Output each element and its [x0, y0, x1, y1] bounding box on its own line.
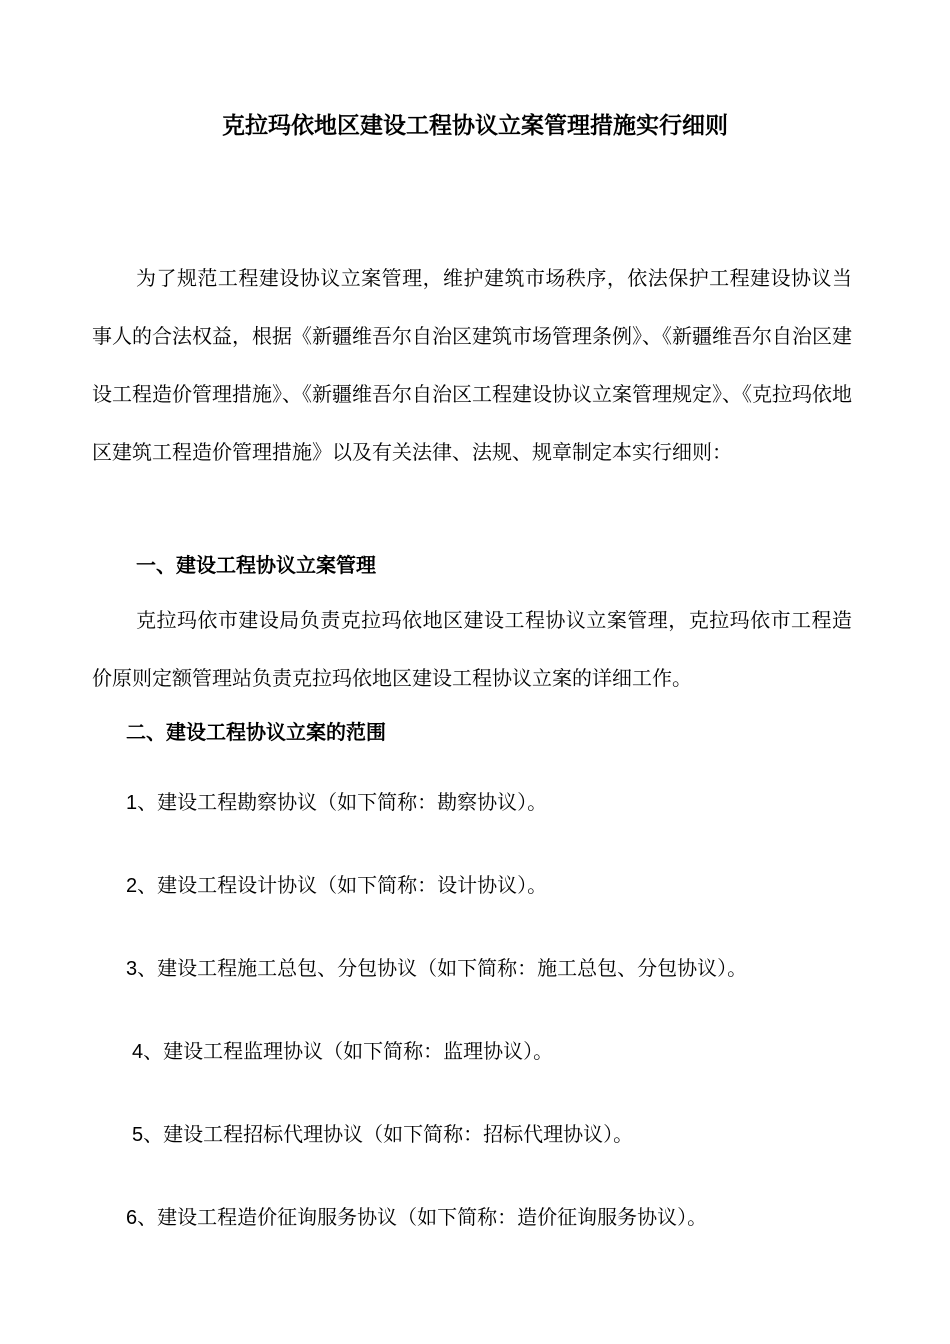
intro-paragraph: 为了规范工程建设协议立案管理，维护建筑市场秩序，依法保护工程建设协议当事人的合法权益，根据《新疆维吾尔自治区建筑市场管理条例》、《新疆维吾尔自治区建设工程造价管理措施》、《新疆维吾尔自治区工程建设协议立案管理规定》、《克拉玛依地区建筑工程造价管理措施》以及有关法律、法规、规章制定本实行细则： — [92, 266, 852, 464]
list-item-text: 、建设工程施工总包、分包协议（如下简称：施工总包、分包协议）。 — [137, 956, 748, 980]
section-1-heading: 一、建设工程协议立案管理 — [136, 553, 376, 577]
list-item-text: 、建设工程造价征询服务协议（如下简称：造价征询服务协议）。 — [137, 1205, 708, 1229]
list-item — [126, 1199, 707, 1236]
section-1-body: 克拉玛依市建设局负责克拉玛依地区建设工程协议立案管理，克拉玛依市工程造价原则定额管理站负责克拉玛依地区建设工程协议立案的详细工作。 — [92, 608, 852, 690]
list-item-text: 、建设工程设计协议（如下简称：设计协议）。 — [137, 873, 548, 897]
document-title: 克拉玛依地区建设工程协议立案管理措施实行细则 — [222, 112, 728, 139]
list-item-number: 3 — [126, 958, 138, 980]
list-item — [126, 950, 747, 987]
list-item-text: 、建设工程勘察协议（如下简称：勘察协议）。 — [137, 790, 548, 814]
list-item-number: 5 — [132, 1124, 144, 1146]
list-item-number: 6 — [126, 1207, 138, 1229]
list-item — [132, 1116, 633, 1153]
list-item — [126, 867, 547, 904]
list-item-text: 、建设工程监理协议（如下简称：监理协议）。 — [143, 1039, 554, 1063]
list-item-number: 4 — [132, 1041, 144, 1063]
list-item — [132, 1033, 553, 1070]
list-item-text: 、建设工程招标代理协议（如下简称：招标代理协议）。 — [143, 1122, 634, 1146]
list-item-number: 2 — [126, 875, 138, 897]
section-2-heading: 二、建设工程协议立案的范围 — [126, 720, 386, 744]
list-item — [126, 784, 547, 821]
list-item-number: 1 — [126, 792, 138, 814]
